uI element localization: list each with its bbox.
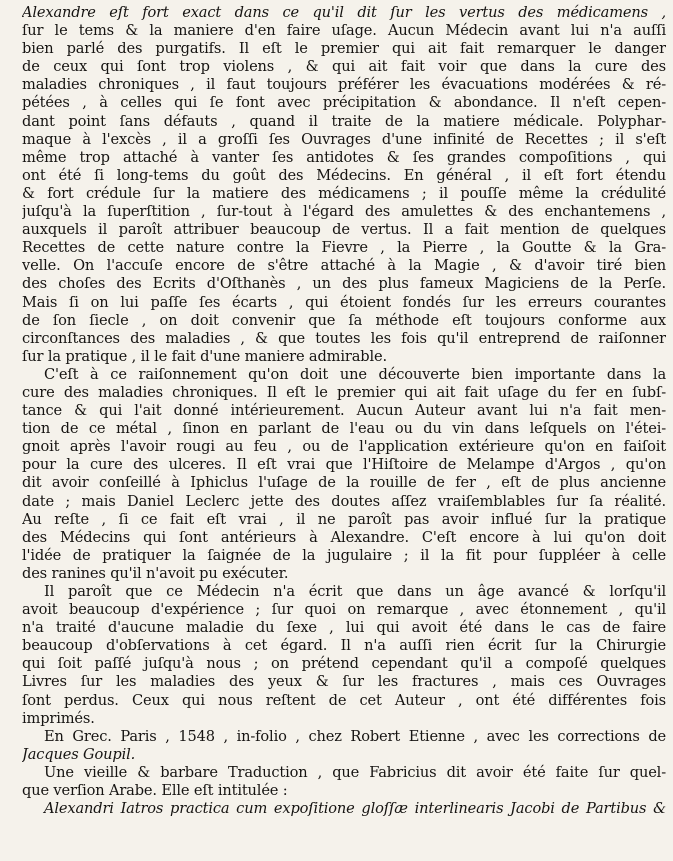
text-line: beaucoup d'obſervations à cet égard. Il n'a auſſi rien écrit ſur la Chirurgie — [22, 637, 666, 655]
text-line: des ranines qu'il n'avoit pu exécuter. — [22, 564, 289, 582]
text-line: juſqu'à la ſuperſtition , ſur-tout à l'égard des amulettes & des enchantemens , — [22, 203, 666, 221]
text-line: ſur la pratique , il le fait d'une maniere admirable. — [22, 347, 387, 365]
text-line: Au reſte , ſi ce fait eſt vrai , il ne paroît pas avoir influé ſur la pratique — [22, 510, 666, 528]
text-line: & fort crédule ſur la matiere des médicamens ; il pouſſe même la crédulité — [22, 184, 666, 202]
text-line: de ſon ſiecle , on doit convenir que ſa méthode eſt toujours conforme aux — [22, 311, 666, 329]
text-line-1-1: Alexandre eſt fort exact dans ce qu'il dit ſur les vertus des médicamens , — [22, 4, 666, 21]
page-text — [22, 4, 666, 818]
text-line: Une vieille & barbare Traduction , que Fabricius dit avoir été faite ſur quel- — [44, 763, 666, 781]
paragraph-2 — [22, 366, 666, 583]
paragraph-3 — [22, 583, 666, 728]
text-line: pétées , à celles qui ſe font avec précipitation & abondance. Il n'eſt cepen- — [22, 94, 666, 112]
text-line: des choſes des Ecrits d'Oſthanès , un des plus fameux Magiciens de la Perſe. — [22, 275, 666, 293]
paragraph-1 — [22, 4, 666, 366]
text-line: n'a traité d'aucune maladie du ſexe , lui qui avoit été dans le cas de faire — [22, 619, 666, 637]
edition-entry — [22, 728, 666, 764]
text-line: bien parlé des purgatifs. Il eſt le premier qui ait fait remarquer le danger — [22, 40, 666, 58]
text-line: Mais ſi on lui paſſe ſes écarts , qui étoient fondés ſur les erreurs courantes — [22, 293, 666, 311]
text-line: Recettes de cette nature contre la Fievre , la Pierre , la Goutte & la Gra- — [22, 239, 666, 257]
text-line: même trop attaché à vanter ſes antidotes & ſes grandes compoſitions , qui — [22, 148, 666, 166]
text-line — [22, 4, 666, 22]
text-line: cure des maladies chroniques. Il eſt le premier qui ait fait uſage du fer en ſubſ- — [22, 383, 666, 401]
text-line: maladies chroniques , il faut toujours préférer les évacuations modérées & ré- — [22, 76, 666, 94]
text-line: auxquels il paroît attribuer beaucoup de vertus. Il a fait mention de quelques — [22, 221, 666, 239]
text-line: de ceux qui ſont trop violens , & qui ait fait voir que dans la cure des — [22, 58, 666, 76]
text-line: imprimés. — [22, 709, 95, 727]
text-line: des Médecins qui ſont antérieurs à Alexandre. C'eſt encore à lui qu'on doit — [22, 528, 666, 546]
text-line: l'idée de pratiquer la ſaignée de la jugulaire ; il la fit pour ſuppléer à celle — [22, 546, 666, 564]
text-line: ſont perdus. Ceux qui nous reſtent de cet Auteur , ont été différentes fois — [22, 691, 666, 709]
text-line: En Grec. Paris , 1548 , in-folio , chez Robert Etienne , avec les corrections de — [44, 727, 666, 745]
text-line: date ; mais Daniel Leclerc jette des doutes aſſez vraiſemblables ſur ſa réalité. — [22, 492, 666, 510]
text-line: maque à l'excès , il a groſſi ſes Ouvrages d'une infinité de Recettes ; il s'eſt — [22, 130, 666, 148]
text-line: Il paroît que ce Médecin n'a écrit que dans un âge avancé & lorſqu'il — [44, 583, 666, 600]
text-line: tion de ce métal , ſinon en parlant de l'eau ou du vin dans leſquels on l'étei- — [22, 420, 666, 438]
text-line: gnoit après l'avoir rougi au feu , ou de l'application extérieure qu'on en faiſoit — [22, 438, 666, 456]
text-line: Jacques Goupil. — [22, 745, 136, 763]
text-line: ſur le tems & la maniere d'en faire uſage. Aucun Médecin avant lui n'a auſſi — [22, 22, 666, 40]
text-line: dit avoir conſeillé à Iphiclus l'uſage de la rouille de fer , eſt de plus ancienne — [22, 474, 666, 492]
text-line: C'eſt à ce raiſonnement qu'on doit une découverte bien importante dans la — [44, 365, 666, 383]
text-line: Livres ſur les maladies des yeux & ſur les fractures , mais ces Ouvrages — [22, 673, 666, 691]
text-line: ont été ſi long-tems du goût des Médecins. En général , il eſt fort étendu — [22, 166, 666, 184]
text-line: tance & qui l'ait donné intérieurement. Aucun Auteur avant lui n'a fait men- — [22, 402, 666, 420]
text-line: velle. On l'accuſe encore de s'être attaché à la Magie , & d'avoir tiré bien — [22, 257, 666, 275]
text-line: que verſion Arabe. Elle eſt intitulée : — [22, 782, 288, 800]
translation-entry — [22, 764, 666, 818]
text-line: avoit beaucoup d'expérience ; ſur quoi on remarque , avec étonnement , qu'il — [22, 601, 666, 619]
text-line: circonſtances des maladies , & que toutes les fois qu'il entreprend de raiſonner — [22, 329, 666, 347]
text-line: pour la cure des ulceres. Il eſt vrai que l'Hiſtoire de Melampe d'Argos , qu'on — [22, 456, 666, 474]
text-line: Alexandri Iatros practica cum expoſitione gloſſæ interlinearis Jacobi de Partibus & — [44, 800, 666, 818]
text-line: qui ſoit paſſé juſqu'à nous ; on prétend cependant qu'il a compoſé quelques — [22, 655, 666, 673]
text-line: dant point ſans défauts , quand il traite de la matiere médicale. Polyphar- — [22, 112, 666, 130]
